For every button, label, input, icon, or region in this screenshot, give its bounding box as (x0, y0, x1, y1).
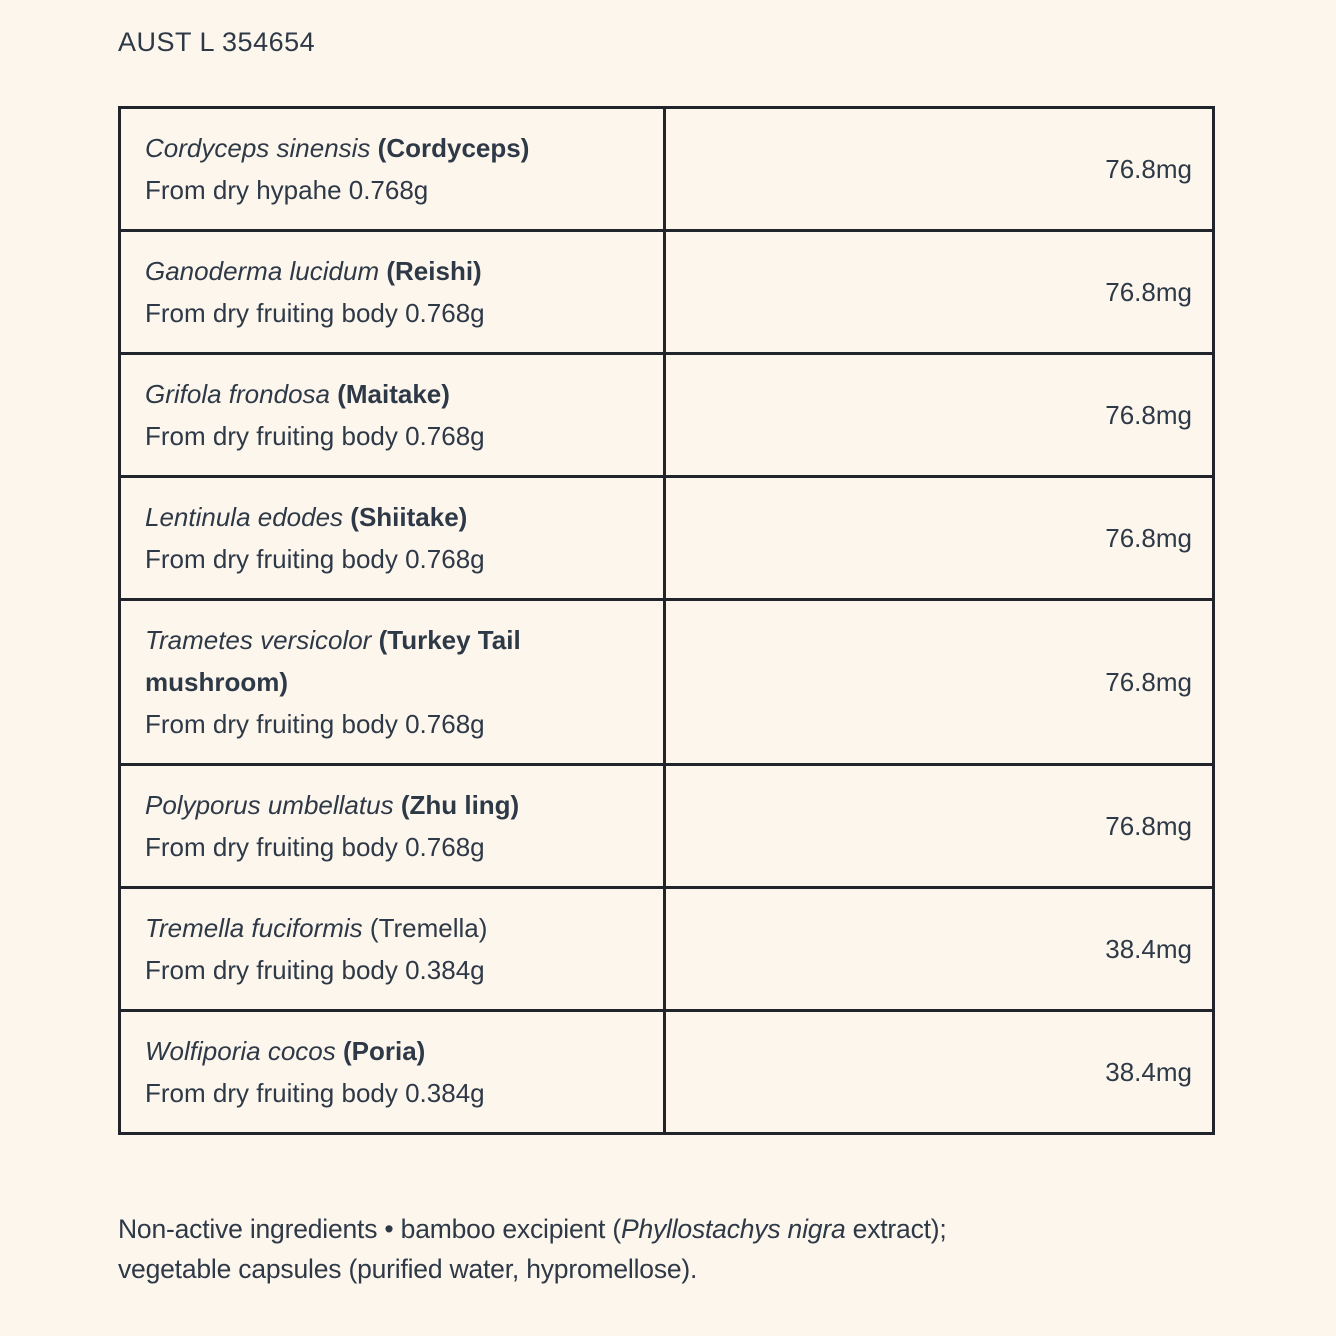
ingredient-name-cell (120, 477, 665, 600)
ingredient-name-cell (120, 231, 665, 354)
ingredient-row (120, 600, 1214, 765)
ingredient-amount-cell (665, 108, 1214, 231)
ingredient-amount-cell (665, 231, 1214, 354)
ingredient-row (120, 765, 1214, 888)
ingredient-latin-name: Ganoderma lucidum (145, 256, 380, 286)
ingredient-amount: 38.4mg (1105, 1057, 1192, 1087)
ingredient-latin-name: Lentinula edodes (145, 502, 344, 532)
ingredient-common-name: (Zhu ling) (400, 790, 520, 820)
ingredient-source: From dry hypahe 0.768g (145, 175, 429, 205)
ingredient-amount-cell (665, 477, 1214, 600)
ingredient-amount: 76.8mg (1105, 523, 1192, 553)
ingredient-common-name: (Tremella) (369, 913, 488, 943)
note-line-2: vegetable capsules (purified water, hypromellose). (118, 1254, 698, 1284)
ingredient-common-name: (Shiitake) (350, 502, 468, 532)
ingredient-row (120, 477, 1214, 600)
note-latin-name: Phyllostachys nigra (620, 1214, 846, 1244)
ingredient-row (120, 354, 1214, 477)
ingredient-source: From dry fruiting body 0.768g (145, 832, 485, 862)
ingredient-latin-name: Grifola frondosa (145, 379, 330, 409)
aust-listing-number: AUST L 354654 (118, 27, 316, 57)
ingredient-name-cell (120, 354, 665, 477)
ingredient-row (120, 888, 1214, 1011)
ingredient-common-name: (Poria) (342, 1036, 426, 1066)
note-text-suffix: extract); (845, 1214, 947, 1244)
ingredient-amount: 38.4mg (1105, 934, 1192, 964)
ingredient-common-name: (Maitake) (337, 379, 450, 409)
ingredient-latin-name: Polyporus umbellatus (145, 790, 394, 820)
ingredient-source: From dry fruiting body 0.768g (145, 298, 485, 328)
ingredient-name-cell (120, 600, 665, 765)
ingredient-amount-cell (665, 1011, 1214, 1134)
ingredient-amount: 76.8mg (1105, 667, 1192, 697)
ingredient-name-cell (120, 1011, 665, 1134)
ingredient-source: From dry fruiting body 0.384g (145, 1078, 485, 1108)
ingredient-common-name: (Cordyceps) (377, 133, 530, 163)
ingredient-amount-cell (665, 354, 1214, 477)
note-text-prefix: Non-active ingredients • bamboo excipient ( (118, 1214, 621, 1244)
ingredient-name-cell (120, 765, 665, 888)
ingredient-source: From dry fruiting body 0.768g (145, 709, 485, 739)
ingredient-row (120, 108, 1214, 231)
ingredients-table-body (120, 108, 1214, 1134)
ingredient-source: From dry fruiting body 0.384g (145, 955, 485, 985)
ingredient-amount-cell (665, 888, 1214, 1011)
ingredients-table (118, 106, 1215, 1135)
non-active-ingredients-note (118, 1209, 1218, 1289)
ingredient-source: From dry fruiting body 0.768g (145, 544, 485, 574)
ingredient-latin-name: Wolfiporia cocos (145, 1036, 336, 1066)
ingredient-amount: 76.8mg (1105, 277, 1192, 307)
ingredient-latin-name: Tremella fuciformis (145, 913, 363, 943)
ingredient-common-name: (Reishi) (386, 256, 482, 286)
ingredient-amount-cell (665, 765, 1214, 888)
ingredient-amount: 76.8mg (1105, 811, 1192, 841)
ingredient-amount: 76.8mg (1105, 400, 1192, 430)
ingredient-name-cell (120, 108, 665, 231)
ingredient-name-cell (120, 888, 665, 1011)
ingredient-latin-name: Cordyceps sinensis (145, 133, 371, 163)
ingredient-row (120, 1011, 1214, 1134)
ingredient-amount-cell (665, 600, 1214, 765)
ingredient-source: From dry fruiting body 0.768g (145, 421, 485, 451)
ingredient-row (120, 231, 1214, 354)
ingredient-latin-name: Trametes versicolor (145, 625, 372, 655)
ingredient-amount: 76.8mg (1105, 154, 1192, 184)
ingredient-common-name: (Turkey Tail mushroom) (145, 625, 521, 697)
